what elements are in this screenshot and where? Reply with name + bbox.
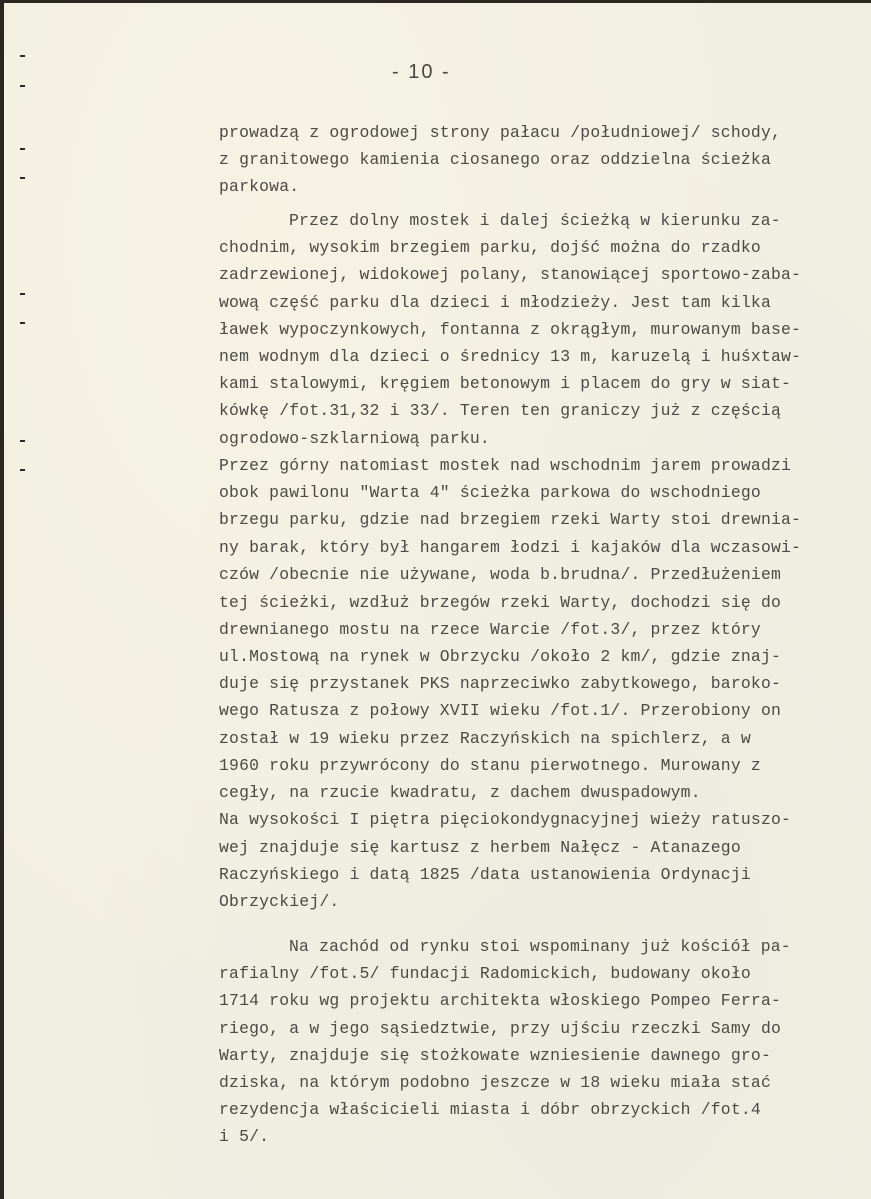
text-line: Raczyńskiego i datą 1825 /data ustanowienia Ordynacji	[219, 865, 751, 884]
margin-punch-mark	[20, 148, 25, 150]
text-line: nem wodnym dla dzieci o średnicy 13 m, karuzelą i huśxtaw-	[219, 347, 802, 366]
text-line: czów /obecnie nie używane, woda b.brudna/. Przedłużeniem	[219, 565, 782, 584]
text-line: wego Ratusza z połowy XVII wieku /fot.1/. Przerobiony on	[219, 701, 782, 720]
text-line: 1960 roku przywrócony do stanu pierwotnego. Murowany z	[219, 756, 761, 775]
paragraph-start-line: Na wysokości I piętra pięciokondygnacyjnej wieży ratuszo-	[219, 810, 792, 829]
margin-punch-mark	[20, 177, 25, 179]
text-line: został w 19 wieku przez Raczyńskich na spichlerz, a w	[219, 729, 751, 748]
text-line: i 5/.	[219, 1127, 270, 1146]
text-line: prowadzą z ogrodowej strony pałacu /południowej/ schody,	[219, 123, 782, 142]
text-line: dziska, na którym podobno jeszcze w 18 wieku miała stać	[219, 1073, 771, 1092]
text-line: ogrodowo-szklarniową parku.	[219, 429, 490, 448]
text-line: ny barak, który był hangarem łodzi i kajaków dla wczasowi-	[219, 538, 802, 557]
text-line: cegły, na rzucie kwadratu, z dachem dwuspadowym.	[219, 783, 701, 802]
paragraph-start-line: Na zachód od rynku stoi wspominany już kościół pa-	[289, 937, 791, 956]
text-line: 1714 roku wg projektu architekta włoskiego Pompeo Ferra-	[219, 991, 782, 1010]
text-line: zadrzewionej, widokowej polany, stanowiącej sportowo-zaba-	[219, 265, 802, 284]
text-line: wej znajduje się kartusz z herbem Nałęcz - Atanazego	[219, 838, 741, 857]
text-line: Warty, znajduje się stożkowate wzniesienie dawnego gro-	[219, 1046, 771, 1065]
text-line: tej ścieżki, wzdłuż brzegów rzeki Warty, dochodzi się do	[219, 593, 782, 612]
margin-punch-mark	[20, 322, 25, 324]
text-line: ul.Mostową na rynek w Obrzycku /około 2 km/, gdzie znaj-	[219, 647, 782, 666]
margin-punch-mark	[20, 293, 25, 295]
margin-punch-mark	[20, 440, 25, 442]
text-line: rezydencja właścicieli miasta i dóbr obrzyckich /fot.4	[219, 1100, 761, 1119]
paragraph-start-line: Przez dolny mostek i dalej ścieżką w kierunku za-	[289, 211, 781, 230]
text-line: parkowa.	[219, 177, 300, 196]
margin-punch-mark	[20, 469, 25, 471]
text-line: wową część parku dla dzieci i młodzieży. Jest tam kilka	[219, 293, 771, 312]
text-line: z granitowego kamienia ciosanego oraz oddzielna ścieżka	[219, 150, 771, 169]
page-number: - 10 -	[392, 61, 451, 83]
text-line: kówkę /fot.31,32 i 33/. Teren ten graniczy już z częścią	[219, 401, 782, 420]
text-line: duje się przystanek PKS naprzeciwko zabytkowego, baroko-	[219, 674, 782, 693]
text-line: obok pawilonu "Warta 4" ścieżka parkowa do wschodniego	[219, 483, 761, 502]
text-line: chodnim, wysokim brzegiem parku, dojść można do rzadko	[219, 238, 761, 257]
text-line: drewnianego mostu na rzece Warcie /fot.3/, przez który	[219, 620, 761, 639]
text-line: rafialny /fot.5/ fundacji Radomickich, budowany około	[219, 964, 751, 983]
text-line: Obrzyckiej/.	[219, 892, 340, 911]
margin-punch-mark	[20, 85, 25, 87]
margin-punch-mark	[20, 55, 25, 57]
text-line: riego, a w jego sąsiedztwie, przy ujściu rzeczki Samy do	[219, 1019, 782, 1038]
text-line: brzegu parku, gdzie nad brzegiem rzeki Warty stoi drewnia-	[219, 510, 802, 529]
text-line: ławek wypoczynkowych, fontanna z okrągłym, murowanym base-	[219, 320, 802, 339]
text-line: kami stalowymi, kręgiem betonowym i placem do gry w siat-	[219, 374, 792, 393]
paragraph-start-line: Przez górny natomiast mostek nad wschodnim jarem prowadzi	[219, 456, 792, 475]
